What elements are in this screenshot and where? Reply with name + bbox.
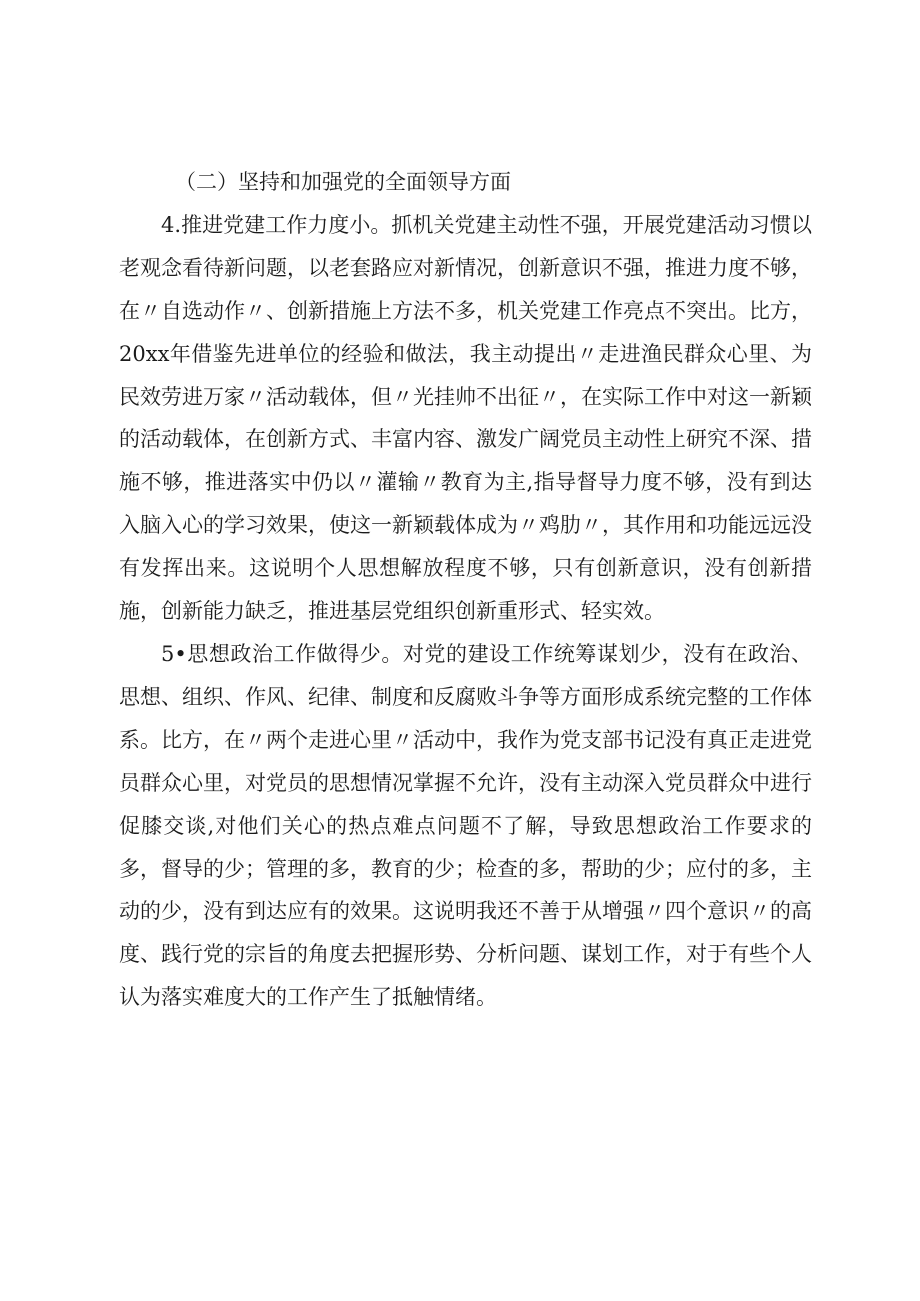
- paragraph-item-5: 5•思想政治工作做得少。对党的建设工作统筹谋划少，没有在政治、思想、组织、作风、纪律、制度和反腐败斗争等方面形成系统完整的工作体系。比方，在〃两个走进心里〃活动中，我作为党支部书记没有真正走进党员群众心里，对党员的思想情况掌握不允许，没有主动深入党员群众中进行促膝交谈,对他们关心的热点难点问题不了解，导致思想政治工作要求的多，督导的少；管理的多，教育的少；检查的多，帮助的少；应付的多，主动的少，没有到达应有的效果。这说明我还不善于从增强〃四个意识〃的高度、践行党的宗旨的角度去把握形势、分析问题、谋划工作，对于有些个人认为落实难度大的工作产生了抵触情绪。: [119, 641, 812, 1010]
- section-heading: （二）坚持和加强党的全面领导方面: [175, 170, 511, 194]
- document-body: [119, 161, 812, 1019]
- paragraph-item-4: 4.推进党建工作力度小。抓机关党建主动性不强，开展党建活动习惯以老观念看待新问题，以老套路应对新情况，创新意识不强，推进力度不够，在〃自选动作〃、创新措施上方法不多，机关党建工作亮点不突出。比方，20xx年借鉴先进单位的经验和做法，我主动提出〃走进渔民群众心里、为民效劳进万家〃活动载体，但〃光挂帅不出征〃，在实际工作中对这一新颖的活动载体，在创新方式、丰富内容、激发广阔党员主动性上研究不深、措施不够，推进落实中仍以〃灌输〃教育为主,指导督导力度不够，没有到达入脑入心的学习效果，使这一新颖载体成为〃鸡肋〃，其作用和功能远远没有发挥出来。这说明个人思想解放程度不够，只有创新意识，没有创新措施，创新能力缺乏，推进基层党组织创新重形式、轻实效。: [119, 212, 812, 624]
